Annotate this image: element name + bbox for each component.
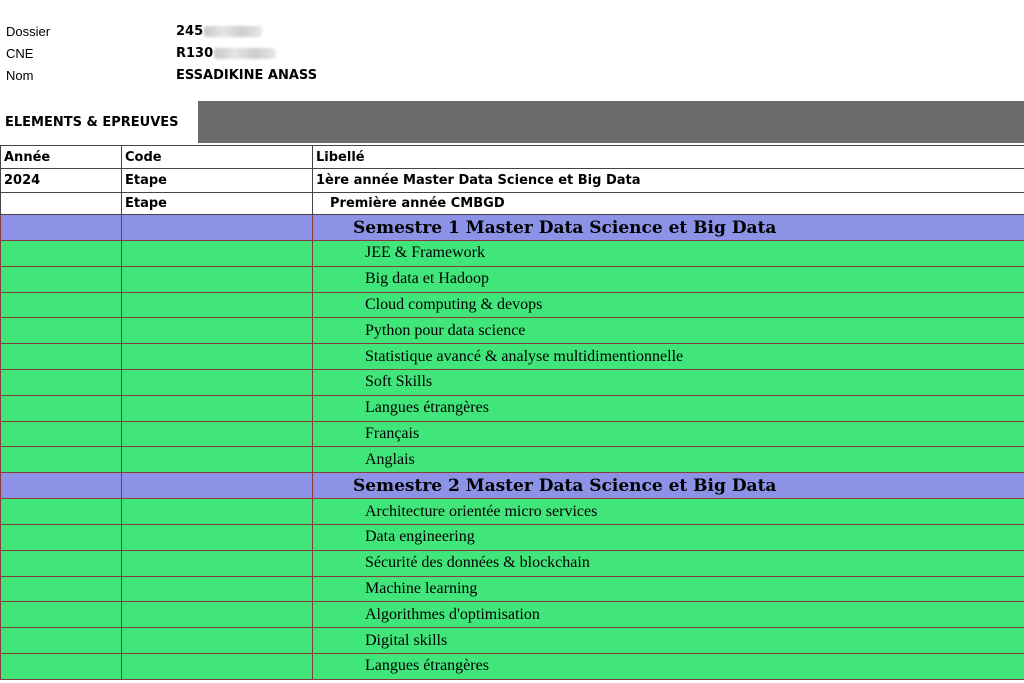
- cell-annee: [1, 215, 122, 241]
- semester-row: [1, 215, 1024, 241]
- module-name: Big data et Hadoop: [313, 266, 1024, 292]
- cell-annee: [1, 266, 122, 292]
- cell-code: [122, 653, 313, 679]
- module-row: [1, 369, 1024, 395]
- cell-annee: [1, 369, 122, 395]
- cell-code: [122, 499, 313, 525]
- tab-bar: [0, 101, 1024, 143]
- module-row: [1, 653, 1024, 679]
- cell-code: Etape: [122, 193, 313, 215]
- table-header-row: [1, 146, 1024, 169]
- cell-libelle: Première année CMBGD: [313, 193, 1024, 215]
- module-row: [1, 395, 1024, 421]
- module-name: Architecture orientée micro services: [313, 499, 1024, 525]
- cell-code: Etape: [122, 169, 313, 193]
- cell-code: [122, 241, 313, 267]
- cell-code: [122, 318, 313, 344]
- module-name: Sécurité des données & blockchain: [313, 550, 1024, 576]
- cell-annee: [1, 576, 122, 602]
- cell-code: [122, 266, 313, 292]
- module-row: [1, 292, 1024, 318]
- cell-annee: [1, 550, 122, 576]
- cell-annee: [1, 602, 122, 628]
- cell-code: [122, 447, 313, 473]
- cell-annee: [1, 318, 122, 344]
- cell-annee: [1, 653, 122, 679]
- module-row: [1, 602, 1024, 628]
- module-name: Langues étrangères: [313, 395, 1024, 421]
- module-name: Français: [313, 421, 1024, 447]
- cell-code: [122, 395, 313, 421]
- tab-elements-epreuves[interactable]: ELEMENTS & EPREUVES: [0, 101, 198, 143]
- cell-annee: [1, 421, 122, 447]
- module-row: [1, 241, 1024, 267]
- module-name: Algorithmes d'optimisation: [313, 602, 1024, 628]
- module-name: Anglais: [313, 447, 1024, 473]
- header-libelle: Libellé: [313, 146, 1024, 169]
- module-name: Cloud computing & devops: [313, 292, 1024, 318]
- cell-annee: [1, 499, 122, 525]
- cell-annee: [1, 292, 122, 318]
- module-row: [1, 550, 1024, 576]
- dossier-label: Dossier: [6, 23, 51, 39]
- cell-code: [122, 524, 313, 550]
- cell-code: [122, 628, 313, 654]
- module-name: Python pour data science: [313, 318, 1024, 344]
- elements-table: [0, 145, 1024, 680]
- cell-annee: [1, 473, 122, 499]
- cne-value: R130: [176, 46, 276, 61]
- cell-code: [122, 292, 313, 318]
- module-row: [1, 628, 1024, 654]
- dossier-row: [6, 20, 317, 42]
- module-row: [1, 499, 1024, 525]
- module-name: Digital skills: [313, 628, 1024, 654]
- table-row-etape: [1, 193, 1024, 215]
- cell-code: [122, 215, 313, 241]
- module-row: [1, 421, 1024, 447]
- cell-code: [122, 550, 313, 576]
- module-row: [1, 576, 1024, 602]
- cne-row: [6, 42, 317, 64]
- module-name: Machine learning: [313, 576, 1024, 602]
- semester-title: Semestre 2 Master Data Science et Big Data: [313, 473, 1024, 499]
- cell-libelle: 1ère année Master Data Science et Big Data: [313, 169, 1024, 193]
- cell-annee: 2024: [1, 169, 122, 193]
- cell-annee: [1, 628, 122, 654]
- cell-annee: [1, 241, 122, 267]
- nom-row: [6, 64, 317, 86]
- nom-label: Nom: [6, 67, 34, 83]
- module-name: Soft Skills: [313, 369, 1024, 395]
- module-row: [1, 266, 1024, 292]
- student-info: [6, 20, 317, 86]
- header-annee: Année: [1, 146, 122, 169]
- semester-row: [1, 473, 1024, 499]
- cne-label: CNE: [6, 45, 34, 61]
- cell-code: [122, 344, 313, 370]
- module-name: Langues étrangères: [313, 653, 1024, 679]
- cell-code: [122, 473, 313, 499]
- nom-value: ESSADIKINE ANASS: [176, 67, 318, 83]
- cell-code: [122, 369, 313, 395]
- cell-code: [122, 421, 313, 447]
- module-row: [1, 524, 1024, 550]
- table-row-etape: [1, 169, 1024, 193]
- cell-annee: [1, 344, 122, 370]
- header-code: Code: [122, 146, 313, 169]
- cell-code: [122, 602, 313, 628]
- module-row: [1, 344, 1024, 370]
- module-name: Statistique avancé & analyse multidimentionnelle: [313, 344, 1024, 370]
- cell-annee: [1, 395, 122, 421]
- module-name: JEE & Framework: [313, 241, 1024, 267]
- cell-annee: [1, 447, 122, 473]
- semester-title: Semestre 1 Master Data Science et Big Data: [313, 215, 1024, 241]
- cell-annee: [1, 524, 122, 550]
- module-name: Data engineering: [313, 524, 1024, 550]
- module-row: [1, 318, 1024, 344]
- module-row: [1, 447, 1024, 473]
- cell-annee: [1, 193, 122, 215]
- cell-code: [122, 576, 313, 602]
- dossier-value: 245: [176, 24, 262, 39]
